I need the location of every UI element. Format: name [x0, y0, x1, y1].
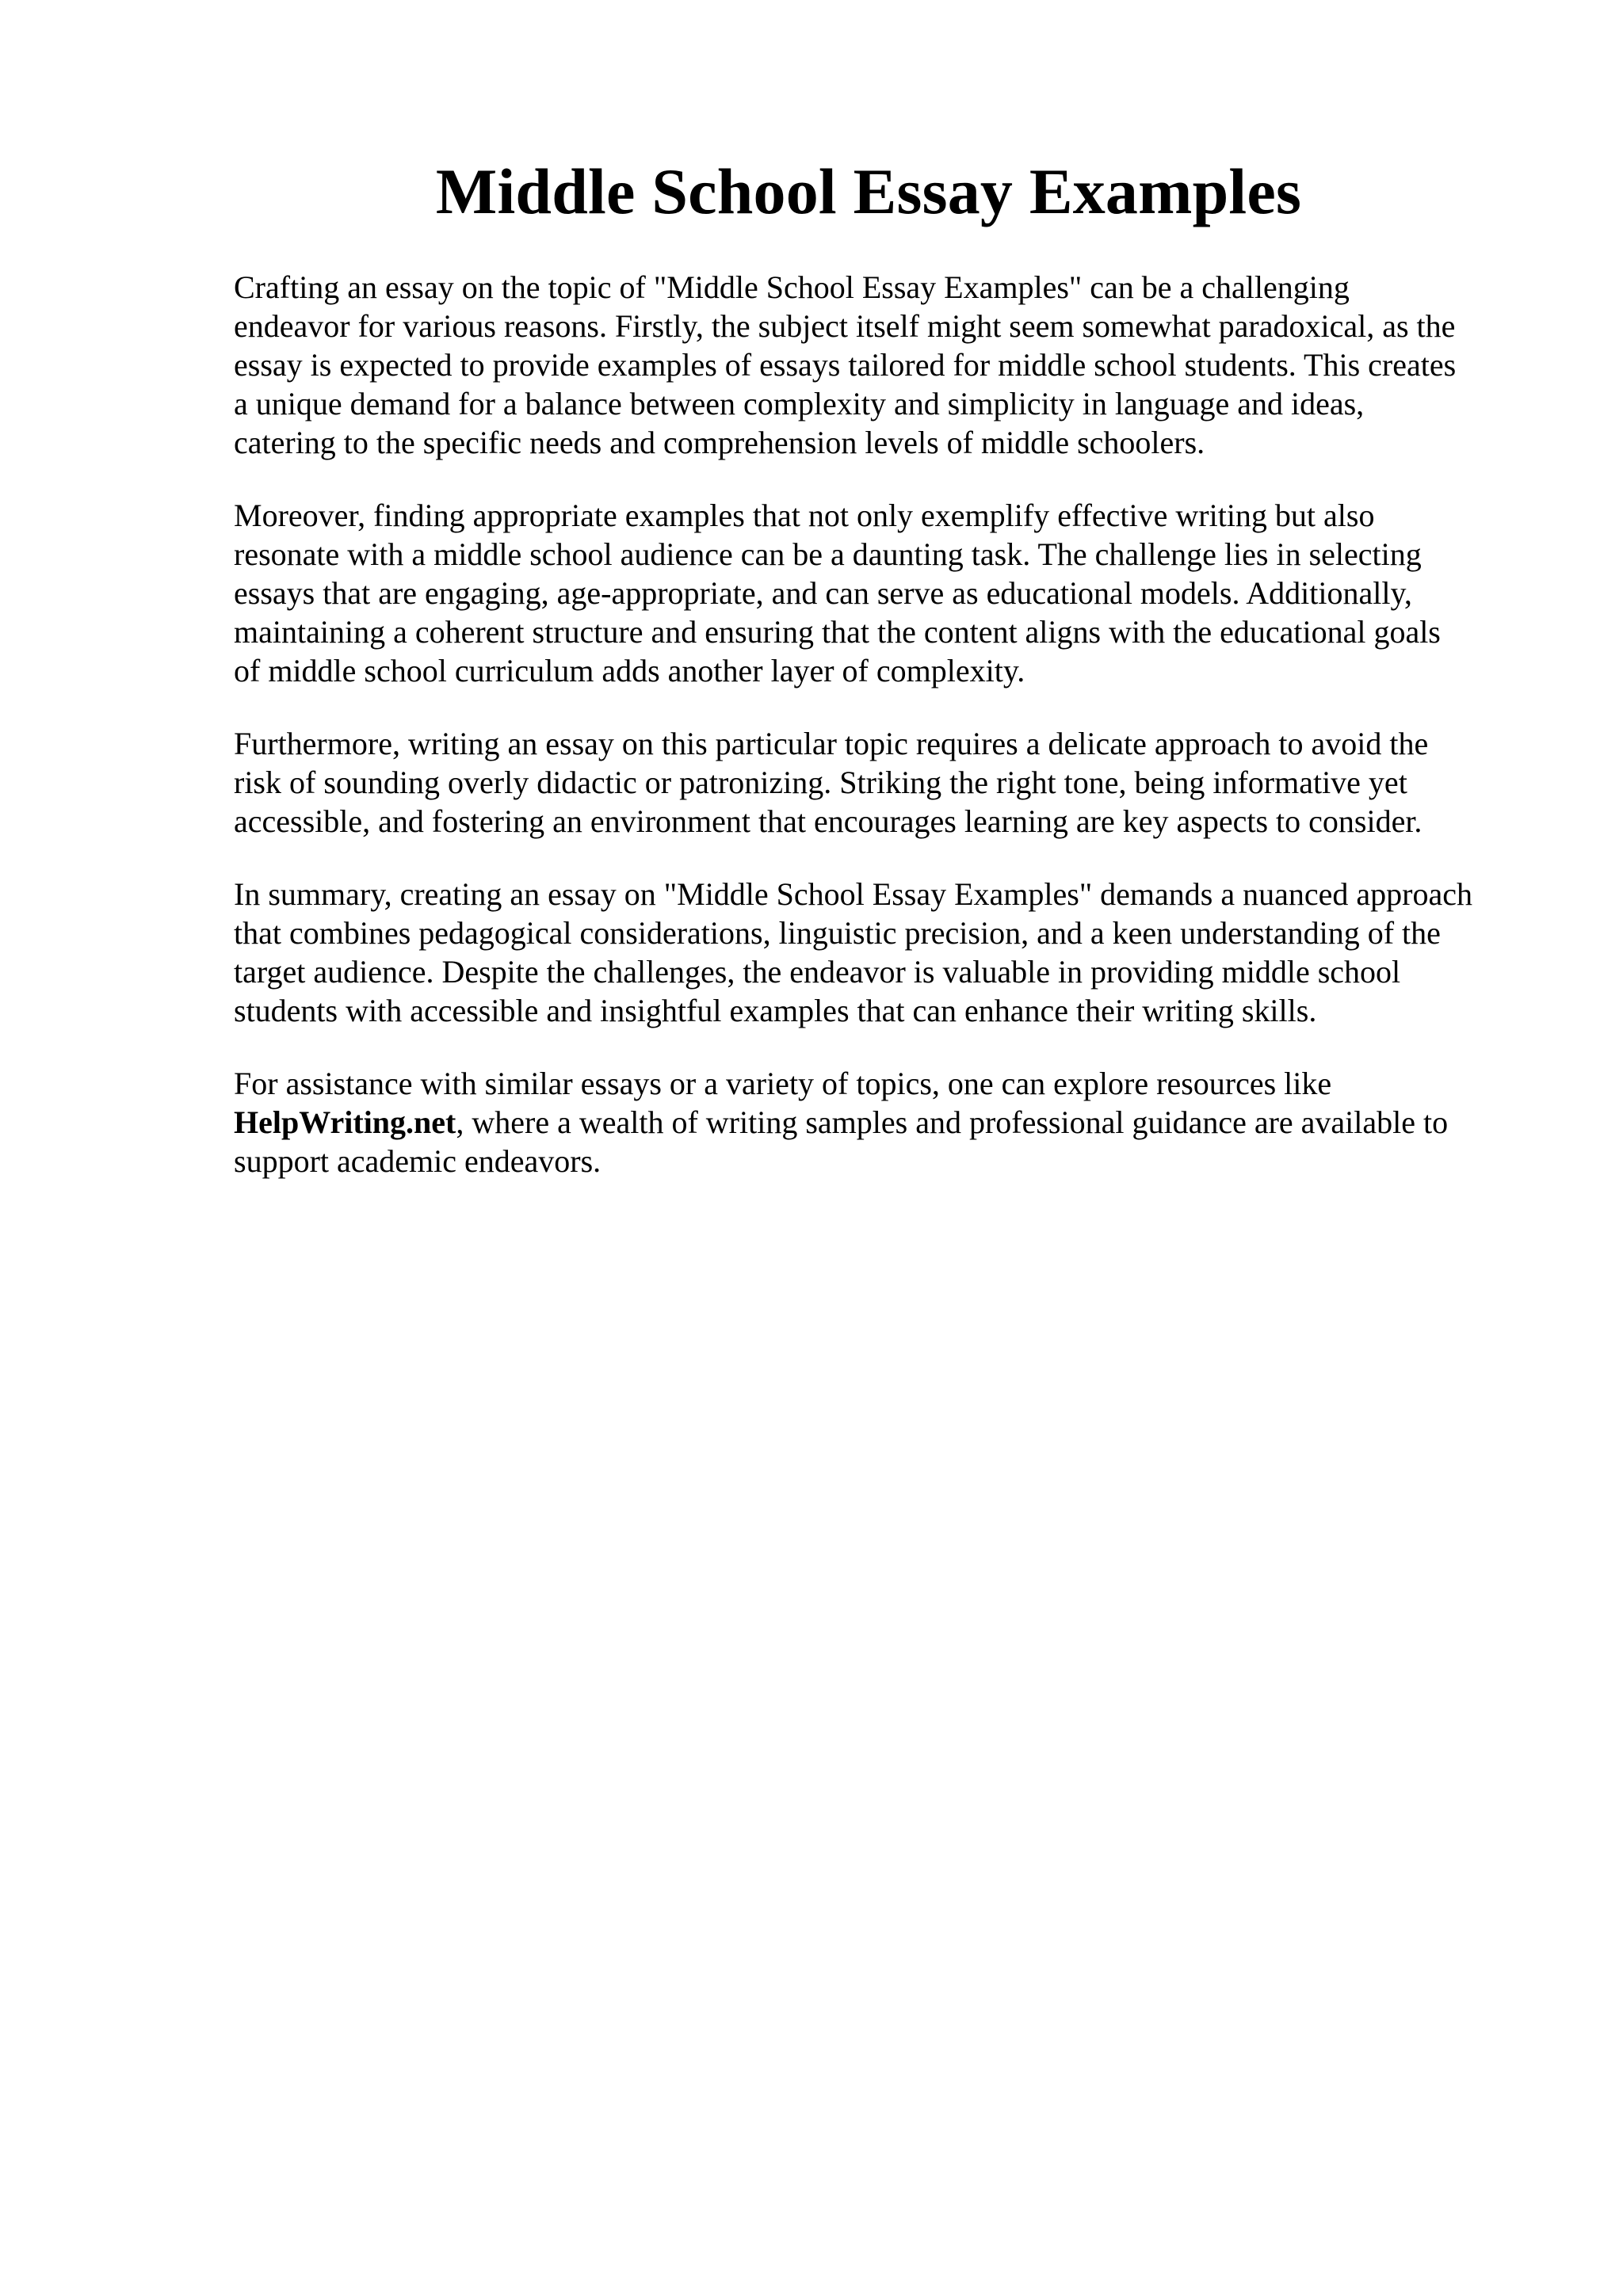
text-line: resonate with a middle school audience can be a daunting task. The challenge lies in selecting [234, 536, 1422, 572]
text-line: catering to the specific needs and comprehension levels of middle schoolers. [234, 425, 1205, 460]
text-fragment: , where a wealth of writing samples and professional guidance are available to [456, 1104, 1449, 1140]
text-line: Crafting an essay on the topic of "Middle School Essay Examples" can be a challenging [234, 269, 1350, 305]
text-line: maintaining a coherent structure and ensuring that the content aligns with the educational goals [234, 614, 1441, 650]
text-line: Moreover, finding appropriate examples that not only exemplify effective writing but also [234, 498, 1375, 533]
text-line: For assistance with similar essays or a variety of topics, one can explore resources like [234, 1066, 1332, 1101]
text-line: essays that are engaging, age-appropriate, and can serve as educational models. Additionally, [234, 575, 1412, 611]
paragraph-2 [234, 496, 1533, 690]
paragraph-4 [234, 875, 1533, 1030]
document-title: Middle School Essay Examples [435, 155, 1302, 227]
text-line: risk of sounding overly didactic or patronizing. Striking the right tone, being informative yet [234, 765, 1407, 800]
text-line: support academic endeavors. [234, 1143, 601, 1179]
text-line: target audience. Despite the challenges, the endeavor is valuable in providing middle school [234, 954, 1401, 990]
paragraph-1 [234, 268, 1533, 462]
text-line: Furthermore, writing an essay on this particular topic requires a delicate approach to avoid the [234, 726, 1429, 761]
text-line: that combines pedagogical considerations, linguistic precision, and a keen understanding of the [234, 915, 1441, 951]
text-line [234, 1103, 1533, 1142]
paragraph-5 [234, 1064, 1533, 1180]
helpwriting-site-name: HelpWriting.net [234, 1104, 456, 1140]
text-line: a unique demand for a balance between complexity and simplicity in language and ideas, [234, 386, 1365, 421]
paragraph-3 [234, 724, 1533, 841]
text-line: essay is expected to provide examples of essays tailored for middle school students. This creates [234, 347, 1457, 383]
text-line: endeavor for various reasons. Firstly, the subject itself might seem somewhat paradoxical, as the [234, 308, 1456, 344]
text-line: In summary, creating an essay on "Middle School Essay Examples" demands a nuanced approach [234, 876, 1472, 912]
text-line: students with accessible and insightful examples that can enhance their writing skills. [234, 993, 1317, 1028]
document-body [234, 268, 1533, 1215]
text-line: of middle school curriculum adds another layer of complexity. [234, 653, 1025, 688]
text-line: accessible, and fostering an environment that encourages learning are key aspects to consider. [234, 803, 1423, 839]
